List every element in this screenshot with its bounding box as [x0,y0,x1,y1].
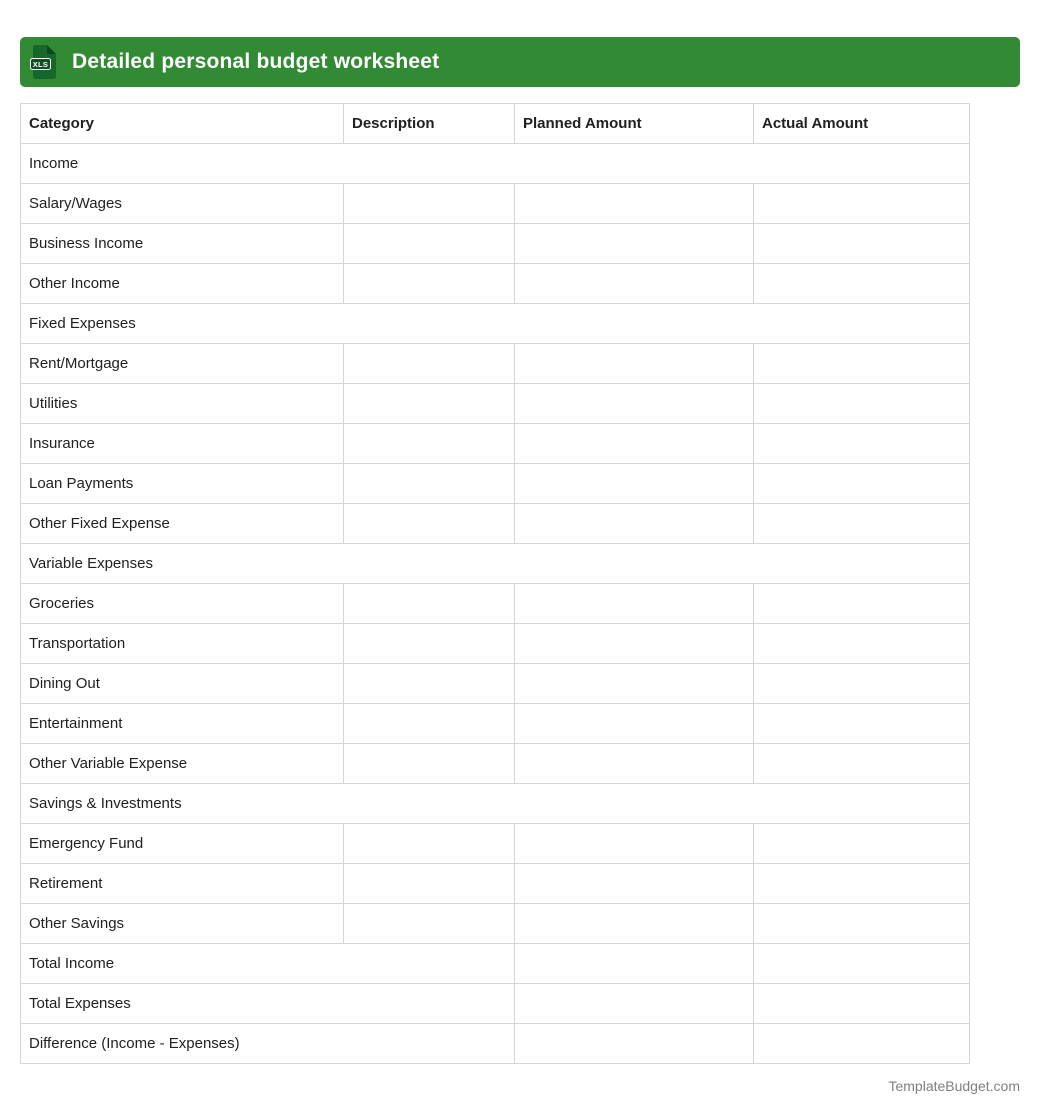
description-cell [344,904,515,944]
planned-amount-cell [515,624,754,664]
actual-amount-cell [754,1024,970,1064]
planned-amount-cell [515,584,754,624]
category-cell: Insurance [21,424,344,464]
item-row [21,344,970,384]
column-header-category: Category [21,104,344,144]
actual-amount-cell [754,464,970,504]
section-label-cell: Fixed Expenses [21,304,970,344]
actual-amount-cell [754,584,970,624]
section-label-cell: Variable Expenses [21,544,970,584]
category-cell: Dining Out [21,664,344,704]
actual-amount-cell [754,864,970,904]
planned-amount-cell [515,184,754,224]
planned-amount-cell [515,704,754,744]
page-title: Detailed personal budget worksheet [72,50,440,73]
description-cell [344,264,515,304]
actual-amount-cell [754,424,970,464]
item-row [21,224,970,264]
description-cell [344,464,515,504]
planned-amount-cell [515,504,754,544]
section-label-cell: Income [21,144,970,184]
item-row [21,464,970,504]
description-cell [344,344,515,384]
description-cell [344,704,515,744]
total-row [21,944,970,984]
planned-amount-cell [515,944,754,984]
description-cell [344,744,515,784]
total-row [21,984,970,1024]
planned-amount-cell [515,464,754,504]
category-cell: Other Savings [21,904,344,944]
description-cell [344,224,515,264]
planned-amount-cell [515,904,754,944]
planned-amount-cell [515,264,754,304]
actual-amount-cell [754,944,970,984]
item-row [21,664,970,704]
description-cell [344,184,515,224]
planned-amount-cell [515,1024,754,1064]
actual-amount-cell [754,704,970,744]
item-row [21,584,970,624]
section-row [21,544,970,584]
section-row [21,144,970,184]
item-row [21,864,970,904]
item-row [21,904,970,944]
category-cell: Emergency Fund [21,824,344,864]
worksheet-title-bar [20,37,1020,87]
category-cell: Entertainment [21,704,344,744]
description-cell [344,624,515,664]
total-label-cell: Total Income [21,944,515,984]
planned-amount-cell [515,984,754,1024]
item-row [21,184,970,224]
total-label-cell: Total Expenses [21,984,515,1024]
item-row [21,264,970,304]
category-cell: Business Income [21,224,344,264]
section-row [21,784,970,824]
description-cell [344,584,515,624]
section-row [21,304,970,344]
budget-table-body [21,144,970,1064]
actual-amount-cell [754,904,970,944]
description-cell [344,424,515,464]
column-header-description: Description [344,104,515,144]
category-cell: Groceries [21,584,344,624]
planned-amount-cell [515,864,754,904]
column-header-planned-amount: Planned Amount [515,104,754,144]
actual-amount-cell [754,624,970,664]
actual-amount-cell [754,344,970,384]
category-cell: Transportation [21,624,344,664]
item-row [21,424,970,464]
category-cell: Other Variable Expense [21,744,344,784]
actual-amount-cell [754,184,970,224]
category-cell: Loan Payments [21,464,344,504]
item-row [21,744,970,784]
actual-amount-cell [754,264,970,304]
category-cell: Rent/Mortgage [21,344,344,384]
item-row [21,384,970,424]
category-cell: Other Fixed Expense [21,504,344,544]
column-header-actual-amount: Actual Amount [754,104,970,144]
section-label-cell: Savings & Investments [21,784,970,824]
actual-amount-cell [754,224,970,264]
item-row [21,504,970,544]
actual-amount-cell [754,984,970,1024]
description-cell [344,864,515,904]
actual-amount-cell [754,504,970,544]
total-row [21,1024,970,1064]
total-label-cell: Difference (Income - Expenses) [21,1024,515,1064]
actual-amount-cell [754,824,970,864]
planned-amount-cell [515,384,754,424]
budget-table [20,103,970,1064]
description-cell [344,824,515,864]
item-row [21,824,970,864]
description-cell [344,504,515,544]
xls-icon-label: XLS [32,59,49,69]
category-cell: Salary/Wages [21,184,344,224]
description-cell [344,664,515,704]
actual-amount-cell [754,384,970,424]
actual-amount-cell [754,744,970,784]
header-row [21,104,970,144]
category-cell: Utilities [21,384,344,424]
planned-amount-cell [515,344,754,384]
actual-amount-cell [754,664,970,704]
planned-amount-cell [515,664,754,704]
planned-amount-cell [515,824,754,864]
item-row [21,624,970,664]
category-cell: Retirement [21,864,344,904]
description-cell [344,384,515,424]
category-cell: Other Income [21,264,344,304]
xls-file-icon [30,45,57,79]
planned-amount-cell [515,744,754,784]
planned-amount-cell [515,224,754,264]
item-row [21,704,970,744]
planned-amount-cell [515,424,754,464]
footer-site-link[interactable]: TemplateBudget.com [888,1078,1020,1094]
